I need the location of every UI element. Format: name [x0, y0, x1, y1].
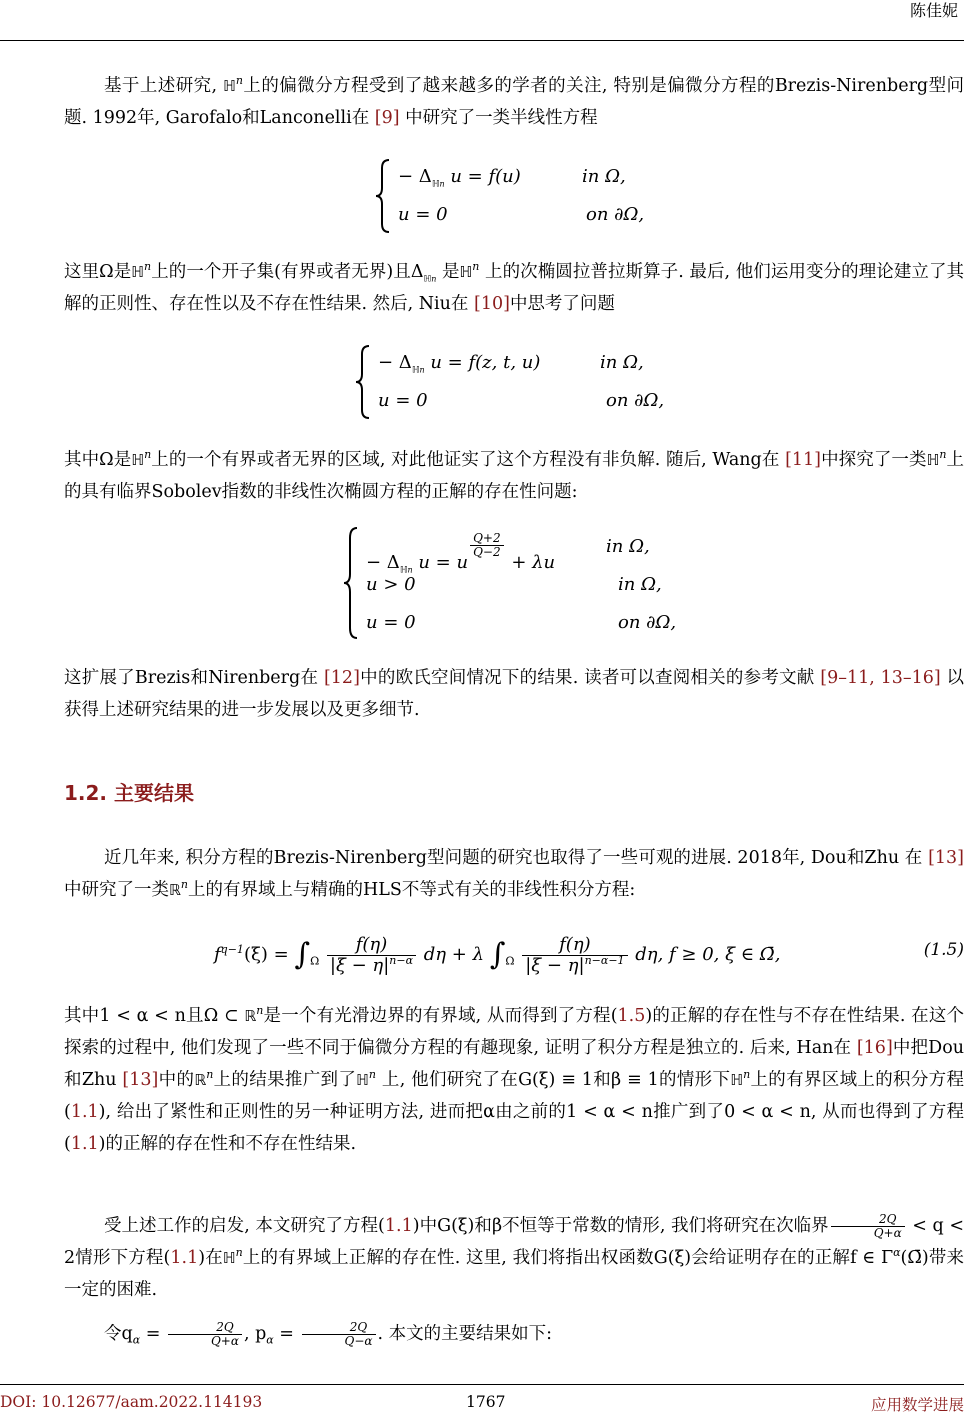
section-heading: 1.2. 主要结果 [64, 781, 194, 805]
citation-link[interactable]: [13] [122, 1070, 159, 1090]
paragraph-5: 近几年来, 积分方程的Brezis-Nirenberg型问题的研究也取得了一些可观的进展. 2018年, Dou和Zhu 在 [13]中研究了一类ℝ$^n$上的有界域上与精确的HLS不等式有关的非线性积分方程: [64, 848, 964, 900]
brace-icon [342, 526, 360, 640]
equation-link[interactable]: 1.1 [70, 1102, 99, 1122]
paragraph-3: 其中Ω是ℍ$^n$上的一个有界或者无界的区域, 对此他证实了这个方程没有非负解. 随后, Wang在 [11]中探究了一类ℍ$^n$上的具有临界Sobolev指数的非线性次椭圆方程的正解的存在性问题: [64, 448, 964, 502]
paragraph-8: 令$q_\alpha$ = $\frac{2Q}{Q+\alpha}$ , $p_\alpha$ = $\frac{2Q}{Q-\alpha}$ . 本文的主要结果如下: [104, 1320, 553, 1348]
equation-number: (1.5) [923, 940, 964, 960]
page-number: 1767 [466, 1393, 506, 1411]
citation-link[interactable]: [9] [374, 108, 400, 128]
citation-link[interactable]: [11] [785, 450, 821, 470]
equation-system-1: − $\Delta_{ℍn}$ u = f(u) in Ω, u = 0 on ∂Ω, [374, 158, 674, 234]
header-rule [0, 40, 964, 41]
footer-journal-link[interactable]: 应用数学进展 [870, 1396, 964, 1414]
paragraph-1: 基于上述研究, ℍ$^n$上的偏微分方程受到了越来越多的学者的关注, 特别是偏微分方程的Brezis-Nirenberg型问题. 1992年, Garofalo和Lanconelli在 [9] 中研究了一类半线性方程 [64, 74, 964, 128]
brace-icon [374, 158, 392, 234]
equation-link[interactable]: 1.5 [617, 1006, 646, 1026]
citation-link[interactable]: [10] [474, 294, 510, 314]
header-author: 陈佳妮 [909, 1, 958, 20]
equation-1-5: $f^{q-1}(\xi) = \int_\Omega$ $\frac{f(\eta)}{|\xi - \eta|^{n-\alpha}}$ dη + λ $\int_\Omega$ $\frac{f(\eta)}{|\xi - \eta|^{n-\alpha-1}}$ dη, f ≥ 0, ξ ∈ Ω̄, (1.5) [214, 933, 964, 976]
citation-link[interactable]: [16] [856, 1038, 893, 1058]
brace-icon [354, 344, 372, 420]
paragraph-2: 这里Ω是ℍ$^n$上的一个开子集(有界或者无界)且$\Delta_{ℍn}$ 是ℍ$^n$ 上的次椭圆拉普拉斯算子. 最后, 他们运用变分的理论建立了其解的正则性、存在性以及不存在性结果. 然后, Niu在 [10]中思考了问题 [64, 260, 964, 314]
paragraph-4: 这扩展了Brezis和Nirenberg在 [12]中的欧氏空间情况下的结果. 读者可以查阅相关的参考文献 [9–11, 13–16] 以获得上述研究结果的进一步发展以及更多细节. [64, 668, 964, 720]
equation-system-3: − $\Delta_{ℍn}$ u = u $\frac{Q+2}{Q-2}$ + λu in Ω, u > 0 in Ω, u = 0 on ∂Ω, [342, 526, 702, 642]
citation-link[interactable]: [9–11, 13–16] [820, 668, 941, 688]
paragraph-6: 其中1 < α < n且Ω ⊂ ℝ$^n$是一个有光滑边界的有界域, 从而得到了方程(1.5)的正解的存在性与不存在性结果. 在这个探索的过程中, 他们发现了一些不同于偏微分方程的有趣现象, 证明了积分方程是独立的. 后来, Han在 [16]中把Dou和Zhu [13]中的ℝ$^n$上的结果推广到了ℍ$^n$ 上, 他们研究了在G(ξ) ≡ 1和β ≡ 1的情形下ℍ$^n$上的有界区域上的积分方程(1.1), 给出了紧性和正则性的另一种证明方法, 进而把α由之前的1 < α < n推广到了0 < α < n, 从而也得到了方程(1.1)的正解的存在性和不存在性结果. [64, 1004, 964, 1154]
equation-link[interactable]: 1.1 [170, 1248, 199, 1268]
paragraph-7: 受上述工作的启发, 本文研究了方程(1.1)中G(ξ)和β不恒等于常数的情形, 我们将研究在次临界 $\frac{2Q}{Q+\alpha}$ < q < 2情形下方程(1.1)在ℍ$^n$上的有界域上正解的存在性. 这里, 我们将指出权函数G(ξ)会给证明存在的正解f ∈ $\Gamma^\alpha(\Omegā)$带来一定的困难. [64, 1212, 964, 1300]
equation-link[interactable]: 1.1 [384, 1216, 413, 1236]
citation-link[interactable]: [13] [928, 848, 964, 868]
footer-doi-link[interactable]: DOI: 10.12677/aam.2022.114193 [0, 1393, 263, 1411]
equation-link[interactable]: 1.1 [70, 1134, 99, 1154]
footer-rule [0, 1384, 964, 1385]
citation-link[interactable]: [12] [323, 668, 360, 688]
equation-system-2: − $\Delta_{ℍn}$ u = f(z, t, u) in Ω, u = 0 on ∂Ω, [354, 344, 694, 420]
